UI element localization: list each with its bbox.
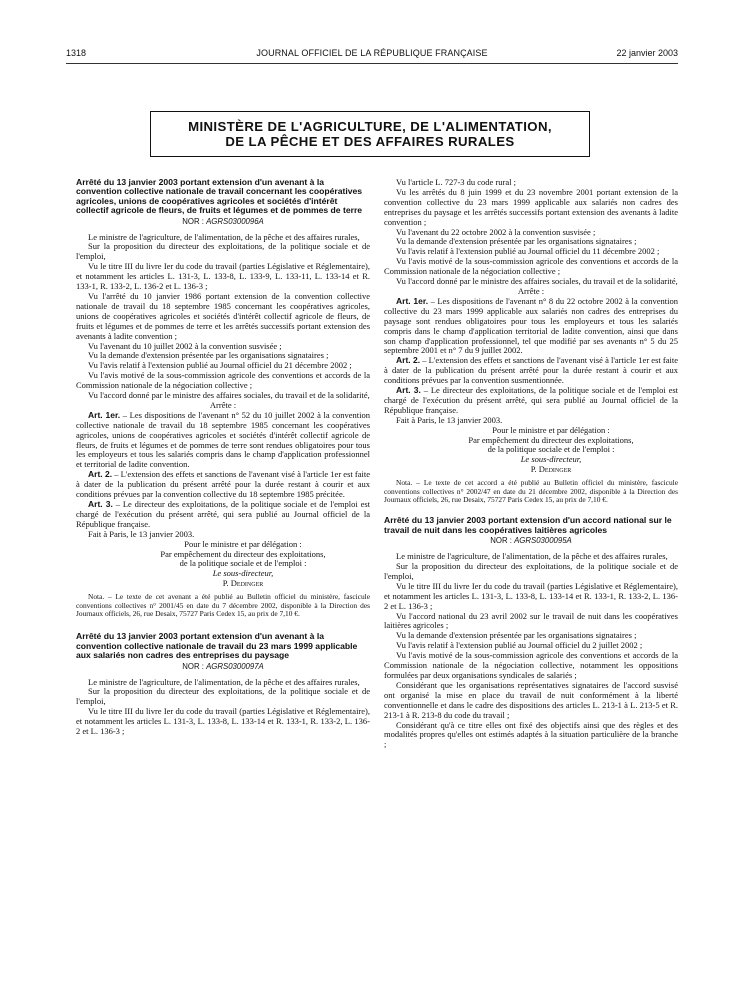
arrete-1-title: Arrêté du 13 janvier 2003 portant extension d'un avenant à la convention collective nationale de travail concernant les coopératives agricoles, unions de coopératives agricoles et sociétés d'intérêt collectif agricole de fleurs, de fruits et légumes et de pommes de terre: [76, 177, 363, 216]
page-header: [66, 48, 678, 62]
ministry-line-1: MINISTÈRE DE L'AGRICULTURE, DE L'ALIMENTATION,: [188, 119, 552, 134]
arrete-1-p9: Vu l'accord donné par le ministre des affaires sociales, du travail et de la solidarité,: [88, 390, 370, 401]
arrete-1-p6: Vu la demande d'extension présentée par les organisations signataires ;: [88, 350, 329, 361]
arrete-3-nor: [384, 536, 678, 546]
arrete-2-p2: Sur la proposition du directeur des exploitations, de la politique sociale et de l'emploi,: [76, 686, 370, 707]
arrete-2-note: Nota. – Le texte de cet accord a été publié au Bulletin officiel du ministère, fascicule conventions collectives n° 2002/47 en date du 21 décembre 2002, disponible à la Direction des Journaux officiels, 26, rue Desaix, 75727 Paris Cedex 15, au prix de 7,10 €.: [384, 478, 678, 504]
arrete-2-art1: [384, 297, 678, 356]
arrete-3-p4: Vu l'accord national du 23 avril 2002 sur le travail de nuit dans les coopératives laitières agricoles ;: [384, 610, 678, 631]
arrete-1-art3: [76, 500, 370, 530]
arrete-2-art3: [384, 386, 678, 416]
art3-text: – Le directeur des exploitations, de la politique sociale et de l'emploi est chargé de l'exécution du présent arrêté, qui sera publié au Journal officiel de la République française.: [76, 499, 371, 529]
arrete-3-p8: Considérant que les organisations représentatives signataires de l'accord susvisé ont organisé la mise en place du travail de nuit conformément à la liberté conventionnelle et dans le cadre des dispositions des articles L. 213-1 à L. 213-5 et R. 213-1 à R. 213-8 du code du travail ;: [384, 679, 678, 720]
arrete-1-arrete: Arrête :: [209, 399, 237, 410]
arrete-2-p10: Vu l'accord donné par le ministre des affaires sociales, du travail et de la solidarité,: [396, 276, 678, 287]
sig-line-5: P. Dedinger: [530, 464, 572, 475]
arrete-2-title: Arrêté du 13 janvier 2003 portant extension d'un avenant à la convention collective nationale de travail du 23 mars 1999 applicable aux salariés non cadres des entreprises du paysage: [76, 631, 358, 661]
art1-label: Art. 1er.: [396, 295, 429, 306]
sig-line-4: Le sous-directeur,: [212, 568, 274, 579]
sig-line-2: Par empêchement du directeur des exploitations,: [468, 434, 634, 445]
arrete-2-nor: [76, 662, 370, 672]
arrete-2-art2: [384, 356, 678, 386]
arrete-3-p7: Vu l'avis motivé de la sous-commission agricole des conventions et accords de la Commission nationale de la négociation collective, notamment les oppositions formulées par deux organisations syndicales de salariés ;: [384, 650, 678, 680]
nor-code: AGRS0300095A: [514, 536, 572, 546]
nor-label: NOR :: [182, 661, 204, 671]
arrete-2-p8: Vu l'avis relatif à l'extension publié au Journal officiel du 11 décembre 2002 ;: [396, 246, 660, 257]
arrete-2-p4: Vu l'article L. 727-3 du code rural ;: [396, 177, 516, 187]
nor-label: NOR :: [490, 536, 512, 546]
art3-text: – Le directeur des exploitations, de la politique sociale et de l'emploi est chargé de l'exécution du présent arrêté, qui sera publié au Journal officiel de la République française.: [384, 385, 679, 415]
sig-line-3: de la politique sociale et de l'emploi :: [179, 558, 307, 569]
art2-text: – L'extension des effets et sanctions de l'avenant visé à l'article 1er est faite à dater de la publication du présent arrêté pour la durée restant à courir et aux conditions prévues par la convention susmentionnée.: [384, 355, 679, 386]
right-column: [384, 178, 678, 750]
sig-line-2: Par empêchement du directeur des exploitations,: [160, 548, 326, 559]
art1-text: – Les dispositions de l'avenant n° 8 du 22 octobre 2002 à la convention collective du 23 mars 1999 applicable aux salariés non cadres des entreprises du paysage sont rendues obligatoires pour tous les employeurs et tous les salariés compris dans le champ d'application territorial de ladite convention, ainsi que dans son champ d'application professionnel, tel que modifié par ses avenants n° 5 du 25 septembre 2001 et n° 7 du 9 juillet 2002.: [384, 295, 678, 356]
art3-label: Art. 3.: [88, 499, 113, 509]
nor-code: AGRS0300096A: [206, 216, 264, 226]
arrete-2-p6: Vu l'avenant du 22 octobre 2002 à la convention susvisée ;: [396, 226, 596, 237]
arrete-1-p8: Vu l'avis motivé de la sous-commission agricole des conventions et accords de la Commission nationale de la négociation collective ;: [76, 370, 370, 391]
arrete-3-p5: Vu la demande d'extension présentée par les organisations signataires ;: [396, 630, 637, 641]
arrete-1-p4: Vu l'arrêté du 10 janvier 1986 portant extension de la convention collective nationale de travail du 18 septembre 1985 concernant les coopératives agricoles, unions de coopératives agricoles et sociétés d'intérêt collectif agricole de fleurs, de fruits et légumes et de pommes de terre et les arrêtés successifs portant extension des avenants à ladite convention ;: [76, 290, 370, 341]
arrete-2-p9: Vu l'avis motivé de la sous-commission agricole des conventions et accords de la Commission nationale de la négociation collective ;: [384, 256, 678, 277]
art2-text: – L'extension des effets et sanctions de l'avenant visé à l'article 1er est faite à dater de la publication du présent arrêté pour la durée restant à courir et aux conditions prévues par la convention collective du 18 septembre 1985 précitée.: [76, 469, 371, 500]
arrete-1-fait: Fait à Paris, le 13 janvier 2003.: [88, 528, 195, 539]
arrete-1-p5: Vu l'avenant du 10 juillet 2002 à la convention susvisée ;: [88, 340, 282, 351]
arrete-1-p3: Vu le titre III du livre Ier du code du travail (parties Législative et Réglementaire), et notamment les articles L. 131-3, L. 133-8, L. 133-9, L. 133-11, L. 133-14 et R. 133-1, R. 133-2, L. 136-2 et L. 136-3 ;: [76, 261, 370, 292]
arrete-1-p2: Sur la proposition du directeur des exploitations, de la politique sociale et de l'emploi,: [76, 241, 370, 262]
nor-label: NOR :: [182, 216, 204, 226]
arrete-1-p7: Vu l'avis relatif à l'extension publié au Journal officiel du 21 décembre 2002 ;: [88, 360, 352, 371]
arrete-3-title: Arrêté du 13 janvier 2003 portant extension d'un accord national sur le travail de nuit dans les coopératives laitières agricoles: [384, 515, 672, 535]
arrete-2-p1: Le ministre de l'agriculture, de l'alimentation, de la pêche et des affaires rurales,: [88, 676, 360, 687]
arrete-3-p6: Vu l'avis relatif à l'extension publié au Journal officiel du 2 juillet 2002 ;: [396, 640, 643, 651]
arrete-1-art2: [76, 470, 370, 500]
header-rule: [66, 63, 678, 64]
sig-line-1: Pour le ministre et par délégation :: [492, 424, 610, 435]
issue-date: 22 janvier 2003: [616, 48, 678, 58]
arrete-2-p5: Vu les arrêtés du 8 juin 1999 et du 23 novembre 2001 portant extension de la convention collective du 23 mars 1999 applicable aux salariés non cadres des entreprises du paysage et les arrêtés successifs portant extension des avenants à ladite convention ;: [384, 186, 678, 227]
arrete-1-p1: Le ministre de l'agriculture, de l'alimentation, de la pêche et des affaires rurales,: [88, 231, 360, 242]
arrete-2-p3: Vu le titre III du livre Ier du code du travail (parties Législative et Réglementaire), et notamment les articles L. 131-3, L. 133-8, L. 133-14 et R. 133-1, R. 133-2, L. 136-2 et L. 136-3 ;: [76, 706, 370, 737]
sig-line-4: Le sous-directeur,: [520, 454, 582, 465]
ministry-line-2: DE LA PÊCHE ET DES AFFAIRES RURALES: [225, 134, 515, 149]
arrete-1-art1: [76, 411, 370, 470]
ministry-banner: [150, 111, 590, 157]
art2-label: Art. 2.: [396, 355, 421, 366]
arrete-1-note: Nota. – Le texte de cet avenant a été publié au Bulletin officiel du ministère, fascicule conventions collectives n° 2001/45 en date du 7 décembre 2002, disponible à la Direction des Journaux officiels, 26, rue Desaix, 75727 Paris Cedex 15, au prix de 7,10 €.: [76, 592, 370, 618]
arrete-1-nor: [76, 217, 370, 227]
art1-text: – Les dispositions de l'avenant n° 52 du 10 juillet 2002 à la convention collective nationale de travail du 18 septembre 1985 concernant les coopératives agricoles, unions de coopératives agricoles et sociétés d'intérêt collectif agricole de fleurs, de fruits et légumes et de pommes de terre sont rendues obligatoires pour tous les employeurs et tous les salariés compris dans le champ d'application professionnel et territorial de ladite convention.: [76, 409, 370, 470]
arrete-1-signature: [116, 540, 370, 590]
art3-label: Art. 3.: [396, 385, 421, 396]
arrete-3-p2: Sur la proposition du directeur des exploitations, de la politique sociale et de l'emploi,: [384, 561, 678, 581]
sig-line-1: Pour le ministre et par délégation :: [184, 538, 302, 549]
arrete-2-arrete: Arrête :: [517, 285, 545, 296]
art2-label: Art. 2.: [88, 469, 113, 480]
nor-code: AGRS0300097A: [206, 661, 264, 671]
page-number: 1318: [66, 48, 87, 58]
arrete-2-signature: [424, 426, 678, 476]
arrete-3-p9: Considérant qu'à ce titre elles ont fixé des objectifs ainsi que des règles et des modalités propres qu'elles ont estimés adaptés à la situation particulière de la branche ;: [384, 719, 678, 750]
art1-label: Art. 1er.: [88, 409, 121, 420]
arrete-3-p1: Le ministre de l'agriculture, de l'alimentation, de la pêche et des affaires rurales,: [396, 551, 668, 562]
sig-line-5: P. Dedinger: [222, 578, 264, 589]
arrete-2-p7: Vu la demande d'extension présentée par les organisations signataires ;: [396, 236, 637, 247]
sig-line-3: de la politique sociale et de l'emploi :: [487, 444, 615, 455]
arrete-3-p3: Vu le titre III du livre Ier du code du travail (parties Législative et Réglementaire), et notamment les articles L. 131-3, L. 133-8, L. 133-14 et R. 133-1, R. 133-2, L. 136-2 et L. 136-3 ;: [384, 580, 678, 611]
left-column: [76, 178, 370, 737]
journal-title: JOURNAL OFFICIEL DE LA RÉPUBLIQUE FRANÇAISE: [256, 48, 488, 58]
arrete-2-fait: Fait à Paris, le 13 janvier 2003.: [396, 414, 503, 425]
